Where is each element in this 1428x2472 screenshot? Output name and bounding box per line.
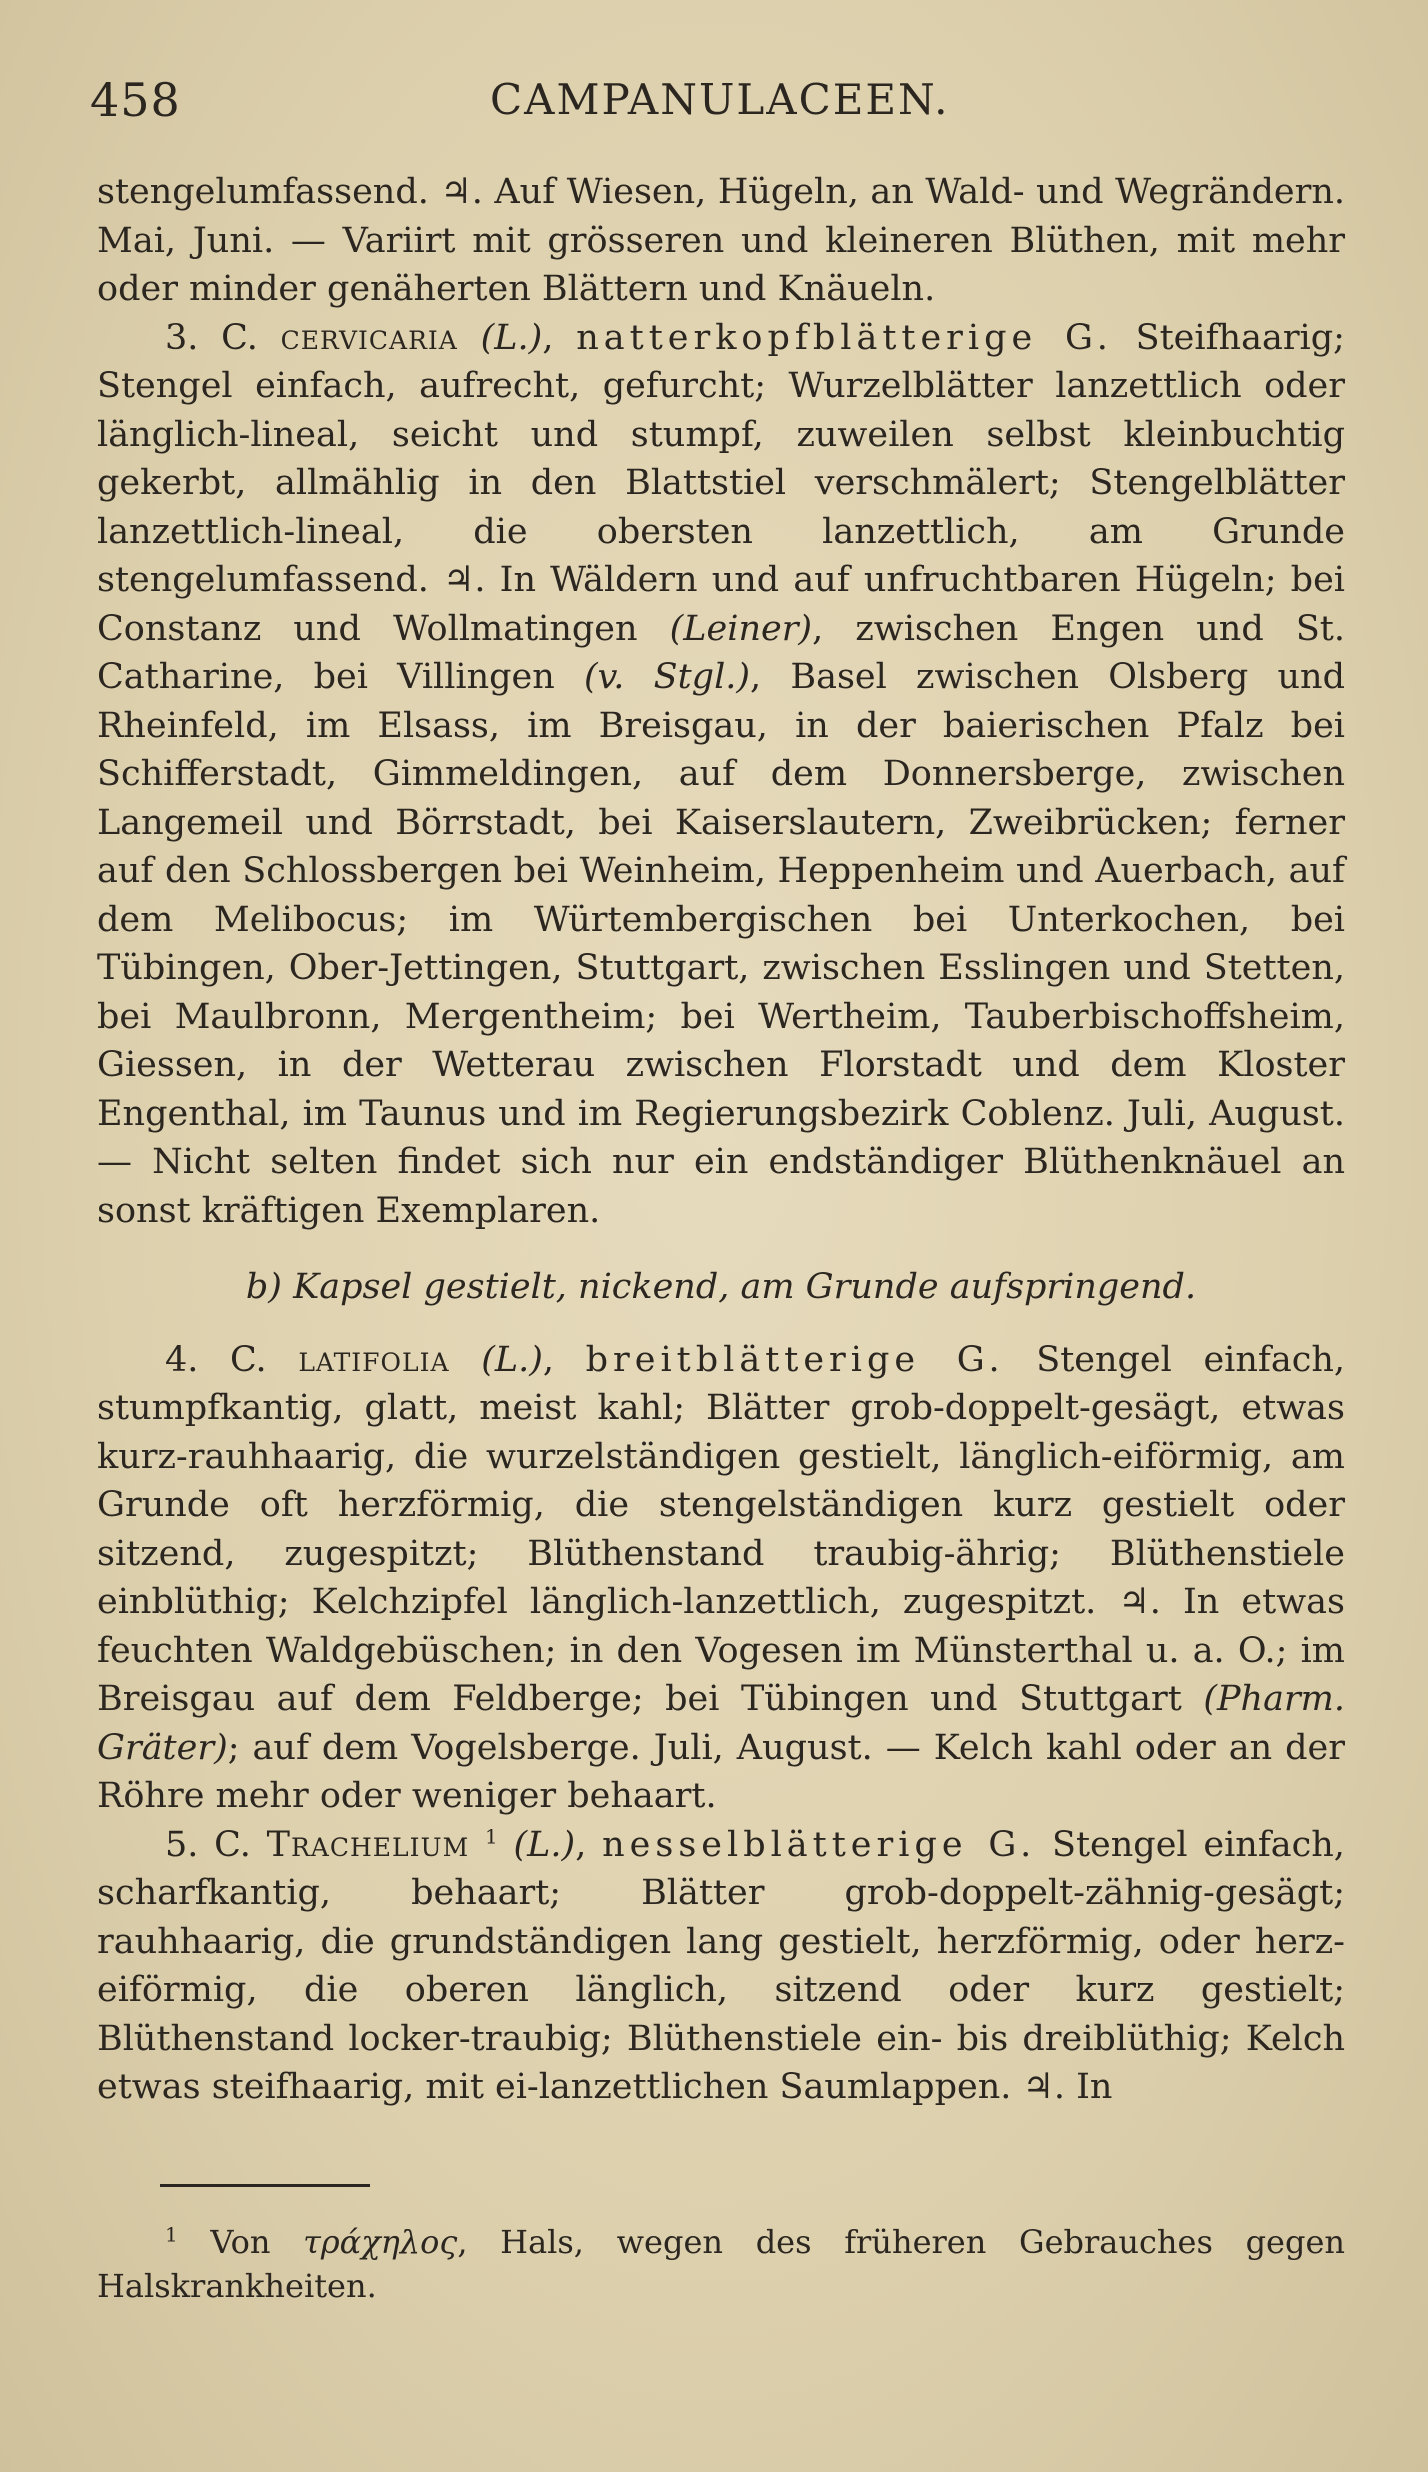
species-5-paragraph: 5. C. Trachelium $^1$ (L.), nesselblätterige G. Stengel einfach, scharfkantig, behaart; Blätter grob-doppelt-zähnig-gesägt; rauhhaarig, die grundständigen lang gestielt, herzförmig, oder herz-eiförmig, die oberen länglich, sitzend oder kurz gestielt; Blüthenstand locker-traubig; Blüthenstiele ein- bis dreiblüthig; Kelch etwas steifhaarig, mit ei-lanzettlichen Saumlappen. ♃. In (97, 1823, 1345, 2107)
footnote-mark: 1 (165, 2222, 178, 2247)
running-title: CAMPANULACEEN. (490, 75, 950, 124)
species-3-citation-2: (v. Stgl.) (584, 657, 751, 697)
species-3-number: 3. C. (165, 317, 258, 358)
species-4-author: (L.) (481, 1339, 543, 1380)
footnote-divider (160, 2184, 370, 2187)
species-4-citation: (Pharm. Gräter) (97, 1679, 1345, 1768)
page-header (0, 70, 1428, 130)
species-5-latin-name: Trachelium (266, 1824, 470, 1865)
section-heading: b) Kapsel gestielt, nickend, am Grunde aufspringend. (245, 1267, 1197, 1307)
continuation-paragraph: stengelumfassend. ♃. Auf Wiesen, Hügeln, an Wald- und Wegrändern. Mai, Juni. — Variirt mit grösseren und kleineren Blüthen, mit mehr oder minder genäherten Blättern und Knäueln. (97, 172, 1345, 309)
page-number: 458 (90, 73, 181, 127)
species-4-german-name: breitblätterige G. (585, 1339, 1005, 1380)
footnote-reference[interactable]: 1 (484, 1823, 498, 1848)
footnote-text-a: Von (210, 2223, 304, 2261)
species-4-latin-name: latifolia (298, 1339, 450, 1380)
main-text (97, 168, 1345, 2112)
footnote-text-b: , Hals, wegen des früheren Gebrauches gegen Halskrankheiten. (97, 2223, 1346, 2305)
footnote-greek-word: τράχηλος (303, 2223, 458, 2261)
species-3-author: (L.) (480, 317, 543, 358)
species-4-description-b: ; auf dem Vogelsberge. Juli, August. — Kelch kahl oder an der Röhre mehr oder weniger behaart. (97, 1727, 1345, 1816)
species-5-author: (L.) (513, 1824, 576, 1865)
species-3-german-name: natterkopfblätterige G. (576, 317, 1113, 358)
species-3-description-b: , zwischen Engen und St. Catharine, bei Villingen (97, 608, 1345, 697)
species-5-german-name: nesselblätterige G. (602, 1824, 1037, 1865)
footnote (97, 2220, 1345, 2308)
species-4-description-a: Stengel einfach, stumpfkantig, glatt, meist kahl; Blätter grob-doppelt-gesägt, etwas kurz-rauhhaarig, die wurzelständigen gestielt, länglich-eiförmig, am Grunde oft herzförmig, die stengelständigen kurz gestielt oder sitzend, zugespitzt; Blüthenstand traubig-ährig; Blüthenstiele einblüthig; Kelchzipfel länglich-lanzettlich, zugespitzt. ♃. In etwas feuchten Waldgebüschen; in den Vogesen im Münsterthal u. a. O.; im Breisgau auf dem Feldberge; bei Tübingen und Stuttgart (97, 1339, 1345, 1719)
species-4-paragraph: 4. C. latifolia (L.), breitblätterige G. Stengel einfach, stumpfkantig, glatt, meist kahl; Blätter grob-doppelt-gesägt, etwas kurz-rauhhaarig, die wurzelständigen gestielt, länglich-eiförmig, am Grunde oft herzförmig, die stengelständigen kurz gestielt oder sitzend, zugespitzt; Blüthenstand traubig-ährig; Blüthenstiele einblüthig; Kelchzipfel länglich-lanzettlich, zugespitzt. ♃. In etwas feuchten Waldgebüschen; in den Vogesen im Münsterthal u. a. O.; im Breisgau auf dem Feldberge; bei Tübingen und Stuttgart (Pharm. Gräter); auf dem Vogelsberge. Juli, August. — Kelch kahl oder an der Röhre mehr oder weniger behaart. (97, 1339, 1345, 1816)
species-3-description-a: Steifhaarig; Stengel einfach, aufrecht, gefurcht; Wurzelblätter lanzettlich oder länglich-lineal, seicht und stumpf, zuweilen selbst kleinbuchtig gekerbt, allmählig in den Blattstiel verschmälert; Stengelblätter lanzettlich-lineal, die obersten lanzettlich, am Grunde stengelumfassend. ♃. In Wäldern und auf unfruchtbaren Hügeln; bei Constanz und Wollmatingen (97, 317, 1345, 649)
species-3-latin-name: cervicaria (280, 317, 458, 358)
species-5-number: 5. C. (165, 1824, 251, 1865)
species-3-citation-1: (Leiner) (669, 608, 813, 649)
species-3-description-c: , Basel zwischen Olsberg und Rheinfeld, im Elsass, im Breisgau, in der baierischen Pfalz bei Schifferstadt, Gimmeldingen, auf dem Donnersberge, zwischen Langemeil und Börrstadt, bei Kaiserslautern, Zweibrücken; ferner auf den Schlossbergen bei Weinheim, Heppenheim und Auerbach, auf dem Melibocus; im Würtembergischen bei Unterkochen, bei Tübingen, Ober-Jettingen, Stuttgart, zwischen Esslingen und Stetten, bei Maulbronn, Mergentheim; bei Wertheim, Tauberbischoffsheim, Giessen, in der Wetterau zwischen Florstadt und dem Kloster Engenthal, im Taunus und im Regierungsbezirk Coblenz. Juli, August. — Nicht selten findet sich nur ein endständiger Blüthenknäuel an sonst kräftigen Exemplaren. (97, 657, 1346, 1231)
species-4-number: 4. C. (165, 1339, 267, 1380)
species-3-paragraph: 3. C. cervicaria (L.), natterkopfblätterige G. Steifhaarig; Stengel einfach, aufrecht, gefurcht; Wurzelblätter lanzettlich oder länglich-lineal, seicht und stumpf, zuweilen selbst kleinbuchtig gekerbt, allmählig in den Blattstiel verschmälert; Stengelblätter lanzettlich-lineal, die obersten lanzettlich, am Grunde stengelumfassend. ♃. In Wäldern und auf unfruchtbaren Hügeln; bei Constanz und Wollmatingen (Leiner), zwischen Engen und St. Catharine, bei Villingen (v. Stgl.), Basel zwischen Olsberg und Rheinfeld, im Elsass, im Breisgau, in der baierischen Pfalz bei Schifferstadt, Gimmeldingen, auf dem Donnersberge, zwischen Langemeil und Börrstadt, bei Kaiserslautern, Zweibrücken; ferner auf den Schlossbergen bei Weinheim, Heppenheim und Auerbach, auf dem Melibocus; im Würtembergischen bei Unterkochen, bei Tübingen, Ober-Jettingen, Stuttgart, zwischen Esslingen und Stetten, bei Maulbronn, Mergentheim; bei Wertheim, Tauberbischoffsheim, Giessen, in der Wetterau zwischen Florstadt und dem Kloster Engenthal, im Taunus und im Regierungsbezirk Coblenz. Juli, August. — Nicht selten findet sich nur ein endständiger Blüthenknäuel an sonst kräftigen Exemplaren. (97, 317, 1346, 1231)
species-5-description: Stengel einfach, scharfkantig, behaart; Blätter grob-doppelt-zähnig-gesägt; rauhhaarig, die grundständigen lang gestielt, herzförmig, oder herz-eiförmig, die oberen länglich, sitzend oder kurz gestielt; Blüthenstand locker-traubig; Blüthenstiele ein- bis dreiblüthig; Kelch etwas steifhaarig, mit ei-lanzettlichen Saumlappen. ♃. In (97, 1824, 1345, 2107)
